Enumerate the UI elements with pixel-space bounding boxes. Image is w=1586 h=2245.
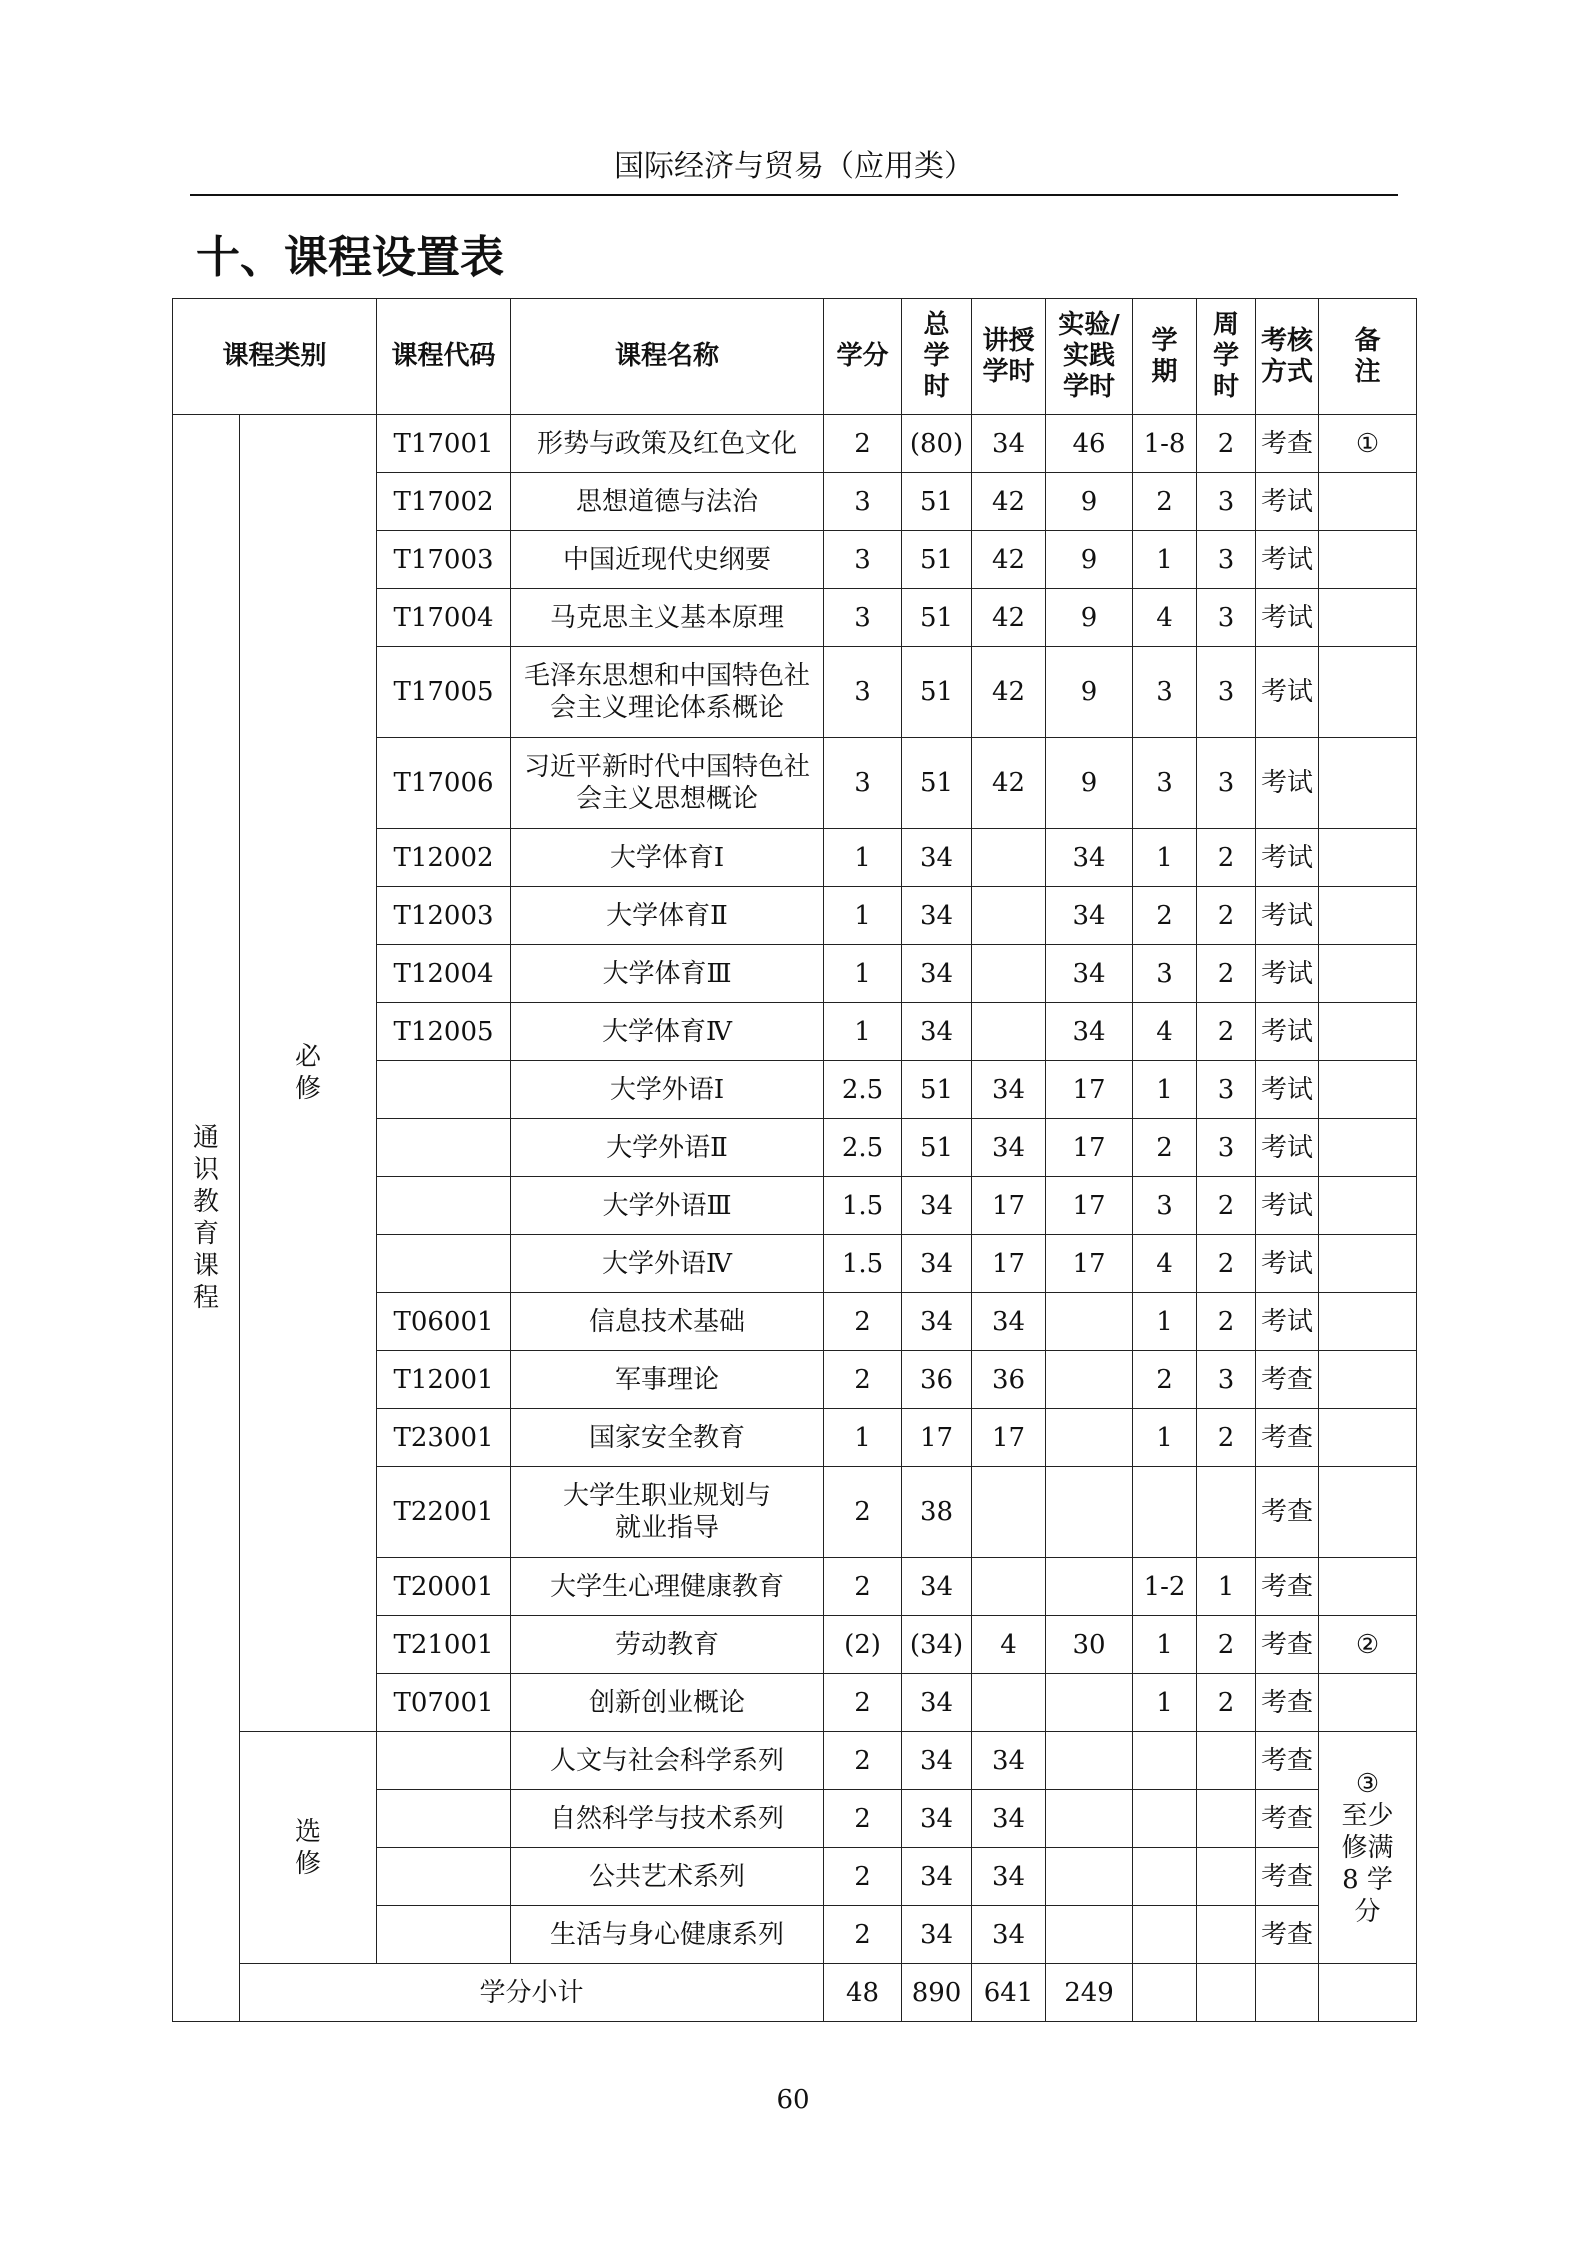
cell-total: (80) xyxy=(902,415,972,473)
cell-weekly xyxy=(1197,1790,1256,1848)
cell-lecture: 34 xyxy=(972,1906,1046,1964)
cell-lecture xyxy=(972,1467,1046,1558)
cell-weekly xyxy=(1197,1732,1256,1790)
cell-credits: 1 xyxy=(824,1003,902,1061)
cell-assessment: 考查 xyxy=(1256,1558,1319,1616)
cell-credits: 2 xyxy=(824,1293,902,1351)
cell-name: 国家安全教育 xyxy=(511,1409,824,1467)
cell-total: 34 xyxy=(902,1558,972,1616)
cell-assessment: 考查 xyxy=(1256,1467,1319,1558)
cell-assessment: 考试 xyxy=(1256,1293,1319,1351)
cell-practice xyxy=(1046,1906,1133,1964)
cell-total: 17 xyxy=(902,1409,972,1467)
cell-lecture xyxy=(972,1558,1046,1616)
cell-remark: ① xyxy=(1319,415,1417,473)
cell-credits: 3 xyxy=(824,531,902,589)
cell-semester: 4 xyxy=(1133,1003,1197,1061)
cell-total: 34 xyxy=(902,1674,972,1732)
cell-assessment: 考试 xyxy=(1256,1119,1319,1177)
cell-practice xyxy=(1046,1558,1133,1616)
cell-assessment: 考查 xyxy=(1256,1351,1319,1409)
cell-assessment: 考试 xyxy=(1256,887,1319,945)
cell-semester: 3 xyxy=(1133,647,1197,738)
cell-lecture xyxy=(972,1003,1046,1061)
cell-code xyxy=(377,1061,511,1119)
cell-lecture: 17 xyxy=(972,1177,1046,1235)
cell-lecture: 34 xyxy=(972,1293,1046,1351)
cell-credits: 2 xyxy=(824,415,902,473)
cell-assessment: 考试 xyxy=(1256,1177,1319,1235)
cell-total: 34 xyxy=(902,887,972,945)
cell-name: 创新创业概论 xyxy=(511,1674,824,1732)
cell-semester: 2 xyxy=(1133,1351,1197,1409)
header-name: 课程名称 xyxy=(511,299,824,415)
cell-assessment: 考试 xyxy=(1256,945,1319,1003)
cell-lecture: 34 xyxy=(972,1732,1046,1790)
cell-weekly: 2 xyxy=(1197,1674,1256,1732)
cell-practice: 9 xyxy=(1046,589,1133,647)
cell-code: T17001 xyxy=(377,415,511,473)
cell-semester: 1-2 xyxy=(1133,1558,1197,1616)
cell-assessment: 考试 xyxy=(1256,738,1319,829)
cell-practice xyxy=(1046,1409,1133,1467)
cell-lecture: 42 xyxy=(972,738,1046,829)
cell-code: T17005 xyxy=(377,647,511,738)
cell-weekly: 1 xyxy=(1197,1558,1256,1616)
cell-credits: (2) xyxy=(824,1616,902,1674)
subtotal-weekly xyxy=(1197,1964,1256,2022)
header-assessment: 考核 方式 xyxy=(1256,299,1319,415)
cell-name: 大学外语Ⅳ xyxy=(511,1235,824,1293)
header-lecture-hours: 讲授 学时 xyxy=(972,299,1046,415)
cell-semester: 1 xyxy=(1133,1293,1197,1351)
cell-code: T21001 xyxy=(377,1616,511,1674)
header-rule xyxy=(190,194,1398,196)
cell-lecture: 34 xyxy=(972,1061,1046,1119)
cell-semester: 4 xyxy=(1133,589,1197,647)
cell-remark xyxy=(1319,1235,1417,1293)
cell-weekly: 2 xyxy=(1197,1293,1256,1351)
cell-name: 生活与身心健康系列 xyxy=(511,1906,824,1964)
cell-weekly: 3 xyxy=(1197,1061,1256,1119)
cell-name: 大学体育Ⅱ xyxy=(511,887,824,945)
cell-assessment: 考查 xyxy=(1256,1674,1319,1732)
cell-remark xyxy=(1319,647,1417,738)
cell-remark xyxy=(1319,1119,1417,1177)
cell-remark xyxy=(1319,1177,1417,1235)
cell-remark xyxy=(1319,1061,1417,1119)
cell-semester xyxy=(1133,1790,1197,1848)
cell-total: 34 xyxy=(902,1848,972,1906)
cell-lecture xyxy=(972,829,1046,887)
cell-lecture: 34 xyxy=(972,1119,1046,1177)
cell-total: 34 xyxy=(902,1003,972,1061)
cell-assessment: 考查 xyxy=(1256,1848,1319,1906)
cell-semester: 1 xyxy=(1133,1061,1197,1119)
subcategory-label-elective: 选 修 xyxy=(240,1732,377,1964)
cell-credits: 2.5 xyxy=(824,1061,902,1119)
cell-credits: 3 xyxy=(824,647,902,738)
cell-credits: 3 xyxy=(824,589,902,647)
table-body xyxy=(173,415,1417,2022)
header-category: 课程类别 xyxy=(173,299,377,415)
cell-lecture: 4 xyxy=(972,1616,1046,1674)
cell-remark xyxy=(1319,1293,1417,1351)
cell-semester: 3 xyxy=(1133,945,1197,1003)
elective-remark: ③ 至少 修满 8 学 分 xyxy=(1319,1732,1417,1964)
cell-code: T12005 xyxy=(377,1003,511,1061)
cell-semester: 2 xyxy=(1133,473,1197,531)
cell-total: 51 xyxy=(902,531,972,589)
course-table xyxy=(172,298,1417,2022)
cell-credits: 1 xyxy=(824,945,902,1003)
header-remarks: 备 注 xyxy=(1319,299,1417,415)
cell-name: 大学生职业规划与 就业指导 xyxy=(511,1467,824,1558)
cell-semester xyxy=(1133,1906,1197,1964)
cell-assessment: 考试 xyxy=(1256,1061,1319,1119)
cell-practice: 9 xyxy=(1046,531,1133,589)
cell-code: T12001 xyxy=(377,1351,511,1409)
subtotal-assessment xyxy=(1256,1964,1319,2022)
cell-code xyxy=(377,1119,511,1177)
cell-code xyxy=(377,1906,511,1964)
cell-assessment: 考试 xyxy=(1256,531,1319,589)
cell-lecture xyxy=(972,945,1046,1003)
cell-weekly: 2 xyxy=(1197,829,1256,887)
cell-code: T07001 xyxy=(377,1674,511,1732)
cell-credits: 2 xyxy=(824,1790,902,1848)
cell-total: 51 xyxy=(902,589,972,647)
cell-name: 自然科学与技术系列 xyxy=(511,1790,824,1848)
cell-total: 51 xyxy=(902,738,972,829)
cell-semester: 2 xyxy=(1133,887,1197,945)
section-title: 十、课程设置表 xyxy=(196,232,504,283)
cell-weekly: 3 xyxy=(1197,738,1256,829)
header-semester: 学 期 xyxy=(1133,299,1197,415)
cell-name: 大学体育Ⅳ xyxy=(511,1003,824,1061)
cell-lecture: 34 xyxy=(972,1790,1046,1848)
cell-code: T12002 xyxy=(377,829,511,887)
cell-weekly: 2 xyxy=(1197,1003,1256,1061)
cell-practice: 9 xyxy=(1046,738,1133,829)
cell-assessment: 考查 xyxy=(1256,1732,1319,1790)
cell-total: 34 xyxy=(902,1177,972,1235)
cell-practice: 46 xyxy=(1046,415,1133,473)
table-header-row xyxy=(173,299,1417,415)
cell-name: 大学体育Ⅲ xyxy=(511,945,824,1003)
cell-credits: 2 xyxy=(824,1351,902,1409)
cell-total: (34) xyxy=(902,1616,972,1674)
cell-semester xyxy=(1133,1848,1197,1906)
cell-total: 34 xyxy=(902,945,972,1003)
cell-remark xyxy=(1319,589,1417,647)
cell-total: 34 xyxy=(902,1732,972,1790)
cell-practice: 30 xyxy=(1046,1616,1133,1674)
running-header: 国际经济与贸易（应用类） xyxy=(614,149,974,184)
cell-semester: 3 xyxy=(1133,1177,1197,1235)
table-row xyxy=(173,415,1417,473)
cell-weekly: 2 xyxy=(1197,1235,1256,1293)
cell-credits: 2 xyxy=(824,1848,902,1906)
cell-credits: 2 xyxy=(824,1732,902,1790)
cell-code: T17002 xyxy=(377,473,511,531)
cell-name: 大学体育Ⅰ xyxy=(511,829,824,887)
cell-practice: 9 xyxy=(1046,647,1133,738)
cell-practice: 34 xyxy=(1046,1003,1133,1061)
cell-remark xyxy=(1319,945,1417,1003)
cell-total: 38 xyxy=(902,1467,972,1558)
cell-assessment: 考查 xyxy=(1256,1906,1319,1964)
cell-practice: 34 xyxy=(1046,829,1133,887)
cell-weekly: 3 xyxy=(1197,531,1256,589)
cell-semester: 1 xyxy=(1133,829,1197,887)
cell-name: 马克思主义基本原理 xyxy=(511,589,824,647)
cell-credits: 3 xyxy=(824,738,902,829)
subtotal-credits: 48 xyxy=(824,1964,902,2022)
subtotal-practice: 249 xyxy=(1046,1964,1133,2022)
cell-assessment: 考试 xyxy=(1256,473,1319,531)
cell-weekly: 3 xyxy=(1197,589,1256,647)
cell-remark xyxy=(1319,829,1417,887)
cell-code xyxy=(377,1848,511,1906)
cell-practice: 34 xyxy=(1046,887,1133,945)
cell-code: T06001 xyxy=(377,1293,511,1351)
cell-code: T17006 xyxy=(377,738,511,829)
cell-name: 习近平新时代中国特色社 会主义思想概论 xyxy=(511,738,824,829)
header-total-hours: 总 学 时 xyxy=(902,299,972,415)
cell-code: T12003 xyxy=(377,887,511,945)
cell-lecture xyxy=(972,1674,1046,1732)
cell-lecture xyxy=(972,887,1046,945)
cell-weekly: 3 xyxy=(1197,647,1256,738)
cell-total: 51 xyxy=(902,473,972,531)
cell-practice: 34 xyxy=(1046,945,1133,1003)
cell-semester: 1 xyxy=(1133,531,1197,589)
cell-lecture: 34 xyxy=(972,415,1046,473)
cell-practice xyxy=(1046,1351,1133,1409)
cell-credits: 2 xyxy=(824,1906,902,1964)
cell-code xyxy=(377,1177,511,1235)
cell-total: 34 xyxy=(902,829,972,887)
cell-assessment: 考查 xyxy=(1256,1790,1319,1848)
cell-remark xyxy=(1319,1351,1417,1409)
subcategory-label-required: 必 修 xyxy=(240,415,377,1732)
header-code: 课程代码 xyxy=(377,299,511,415)
cell-remark xyxy=(1319,531,1417,589)
subtotal-total: 890 xyxy=(902,1964,972,2022)
cell-weekly: 2 xyxy=(1197,415,1256,473)
cell-weekly xyxy=(1197,1467,1256,1558)
cell-practice xyxy=(1046,1790,1133,1848)
cell-total: 51 xyxy=(902,1061,972,1119)
cell-weekly: 3 xyxy=(1197,473,1256,531)
cell-name: 大学生心理健康教育 xyxy=(511,1558,824,1616)
cell-credits: 1 xyxy=(824,1409,902,1467)
cell-lecture: 42 xyxy=(972,531,1046,589)
cell-practice: 9 xyxy=(1046,473,1133,531)
cell-semester xyxy=(1133,1467,1197,1558)
cell-practice xyxy=(1046,1293,1133,1351)
cell-remark xyxy=(1319,738,1417,829)
cell-remark xyxy=(1319,473,1417,531)
cell-semester xyxy=(1133,1732,1197,1790)
table-row xyxy=(173,1732,1417,1790)
cell-semester: 1 xyxy=(1133,1674,1197,1732)
cell-name: 军事理论 xyxy=(511,1351,824,1409)
cell-semester: 1 xyxy=(1133,1409,1197,1467)
category-label-general-education: 通 识 教 育 课 程 xyxy=(173,415,240,2022)
cell-practice xyxy=(1046,1848,1133,1906)
cell-total: 34 xyxy=(902,1293,972,1351)
cell-practice: 17 xyxy=(1046,1235,1133,1293)
cell-credits: 2 xyxy=(824,1558,902,1616)
cell-total: 51 xyxy=(902,1119,972,1177)
cell-name: 思想道德与法治 xyxy=(511,473,824,531)
cell-semester: 4 xyxy=(1133,1235,1197,1293)
cell-code xyxy=(377,1732,511,1790)
cell-weekly: 2 xyxy=(1197,1409,1256,1467)
cell-semester: 3 xyxy=(1133,738,1197,829)
cell-weekly: 2 xyxy=(1197,945,1256,1003)
cell-name: 形势与政策及红色文化 xyxy=(511,415,824,473)
cell-assessment: 考查 xyxy=(1256,1409,1319,1467)
cell-credits: 1 xyxy=(824,887,902,945)
cell-weekly: 2 xyxy=(1197,887,1256,945)
header-weekly-hours: 周 学 时 xyxy=(1197,299,1256,415)
cell-code xyxy=(377,1235,511,1293)
subtotal-label: 学分小计 xyxy=(240,1964,824,2022)
cell-code: T17003 xyxy=(377,531,511,589)
subtotal-lecture: 641 xyxy=(972,1964,1046,2022)
cell-practice xyxy=(1046,1674,1133,1732)
cell-credits: 2 xyxy=(824,1674,902,1732)
cell-assessment: 考试 xyxy=(1256,647,1319,738)
cell-assessment: 考查 xyxy=(1256,1616,1319,1674)
cell-weekly: 2 xyxy=(1197,1177,1256,1235)
cell-code: T20001 xyxy=(377,1558,511,1616)
cell-weekly: 2 xyxy=(1197,1616,1256,1674)
subtotal-semester xyxy=(1133,1964,1197,2022)
cell-credits: 2 xyxy=(824,1467,902,1558)
cell-lecture: 17 xyxy=(972,1409,1046,1467)
cell-practice: 17 xyxy=(1046,1119,1133,1177)
cell-lecture: 34 xyxy=(972,1848,1046,1906)
cell-credits: 2.5 xyxy=(824,1119,902,1177)
cell-remark xyxy=(1319,1003,1417,1061)
cell-total: 34 xyxy=(902,1906,972,1964)
header-practice-hours: 实验/ 实践 学时 xyxy=(1046,299,1133,415)
cell-remark xyxy=(1319,887,1417,945)
cell-code: T23001 xyxy=(377,1409,511,1467)
subtotal-remark xyxy=(1319,1964,1417,2022)
cell-lecture: 36 xyxy=(972,1351,1046,1409)
cell-code: T12004 xyxy=(377,945,511,1003)
cell-practice xyxy=(1046,1732,1133,1790)
cell-name: 毛泽东思想和中国特色社 会主义理论体系概论 xyxy=(511,647,824,738)
cell-remark xyxy=(1319,1467,1417,1558)
cell-remark xyxy=(1319,1674,1417,1732)
cell-lecture: 42 xyxy=(972,589,1046,647)
cell-weekly xyxy=(1197,1906,1256,1964)
cell-credits: 3 xyxy=(824,473,902,531)
cell-weekly xyxy=(1197,1848,1256,1906)
cell-total: 51 xyxy=(902,647,972,738)
cell-assessment: 考查 xyxy=(1256,415,1319,473)
cell-semester: 1-8 xyxy=(1133,415,1197,473)
cell-lecture: 42 xyxy=(972,647,1046,738)
cell-weekly: 3 xyxy=(1197,1351,1256,1409)
cell-code xyxy=(377,1790,511,1848)
cell-semester: 2 xyxy=(1133,1119,1197,1177)
cell-remark: ② xyxy=(1319,1616,1417,1674)
cell-total: 34 xyxy=(902,1235,972,1293)
cell-assessment: 考试 xyxy=(1256,1235,1319,1293)
cell-remark xyxy=(1319,1558,1417,1616)
cell-practice: 17 xyxy=(1046,1177,1133,1235)
cell-weekly: 3 xyxy=(1197,1119,1256,1177)
cell-assessment: 考试 xyxy=(1256,829,1319,887)
cell-name: 大学外语Ⅱ xyxy=(511,1119,824,1177)
cell-practice xyxy=(1046,1467,1133,1558)
cell-credits: 1.5 xyxy=(824,1235,902,1293)
cell-total: 36 xyxy=(902,1351,972,1409)
cell-name: 公共艺术系列 xyxy=(511,1848,824,1906)
cell-credits: 1.5 xyxy=(824,1177,902,1235)
cell-total: 34 xyxy=(902,1790,972,1848)
cell-name: 信息技术基础 xyxy=(511,1293,824,1351)
cell-name: 劳动教育 xyxy=(511,1616,824,1674)
cell-code: T17004 xyxy=(377,589,511,647)
cell-name: 大学外语Ⅲ xyxy=(511,1177,824,1235)
cell-credits: 1 xyxy=(824,829,902,887)
page-number: 60 xyxy=(776,2085,810,2115)
cell-practice: 17 xyxy=(1046,1061,1133,1119)
cell-lecture: 17 xyxy=(972,1235,1046,1293)
cell-assessment: 考试 xyxy=(1256,1003,1319,1061)
cell-code: T22001 xyxy=(377,1467,511,1558)
cell-name: 大学外语Ⅰ xyxy=(511,1061,824,1119)
cell-assessment: 考试 xyxy=(1256,589,1319,647)
cell-name: 中国近现代史纲要 xyxy=(511,531,824,589)
subtotal-row xyxy=(173,1964,1417,2022)
cell-lecture: 42 xyxy=(972,473,1046,531)
cell-name: 人文与社会科学系列 xyxy=(511,1732,824,1790)
cell-semester: 1 xyxy=(1133,1616,1197,1674)
header-credits: 学分 xyxy=(824,299,902,415)
cell-remark xyxy=(1319,1409,1417,1467)
